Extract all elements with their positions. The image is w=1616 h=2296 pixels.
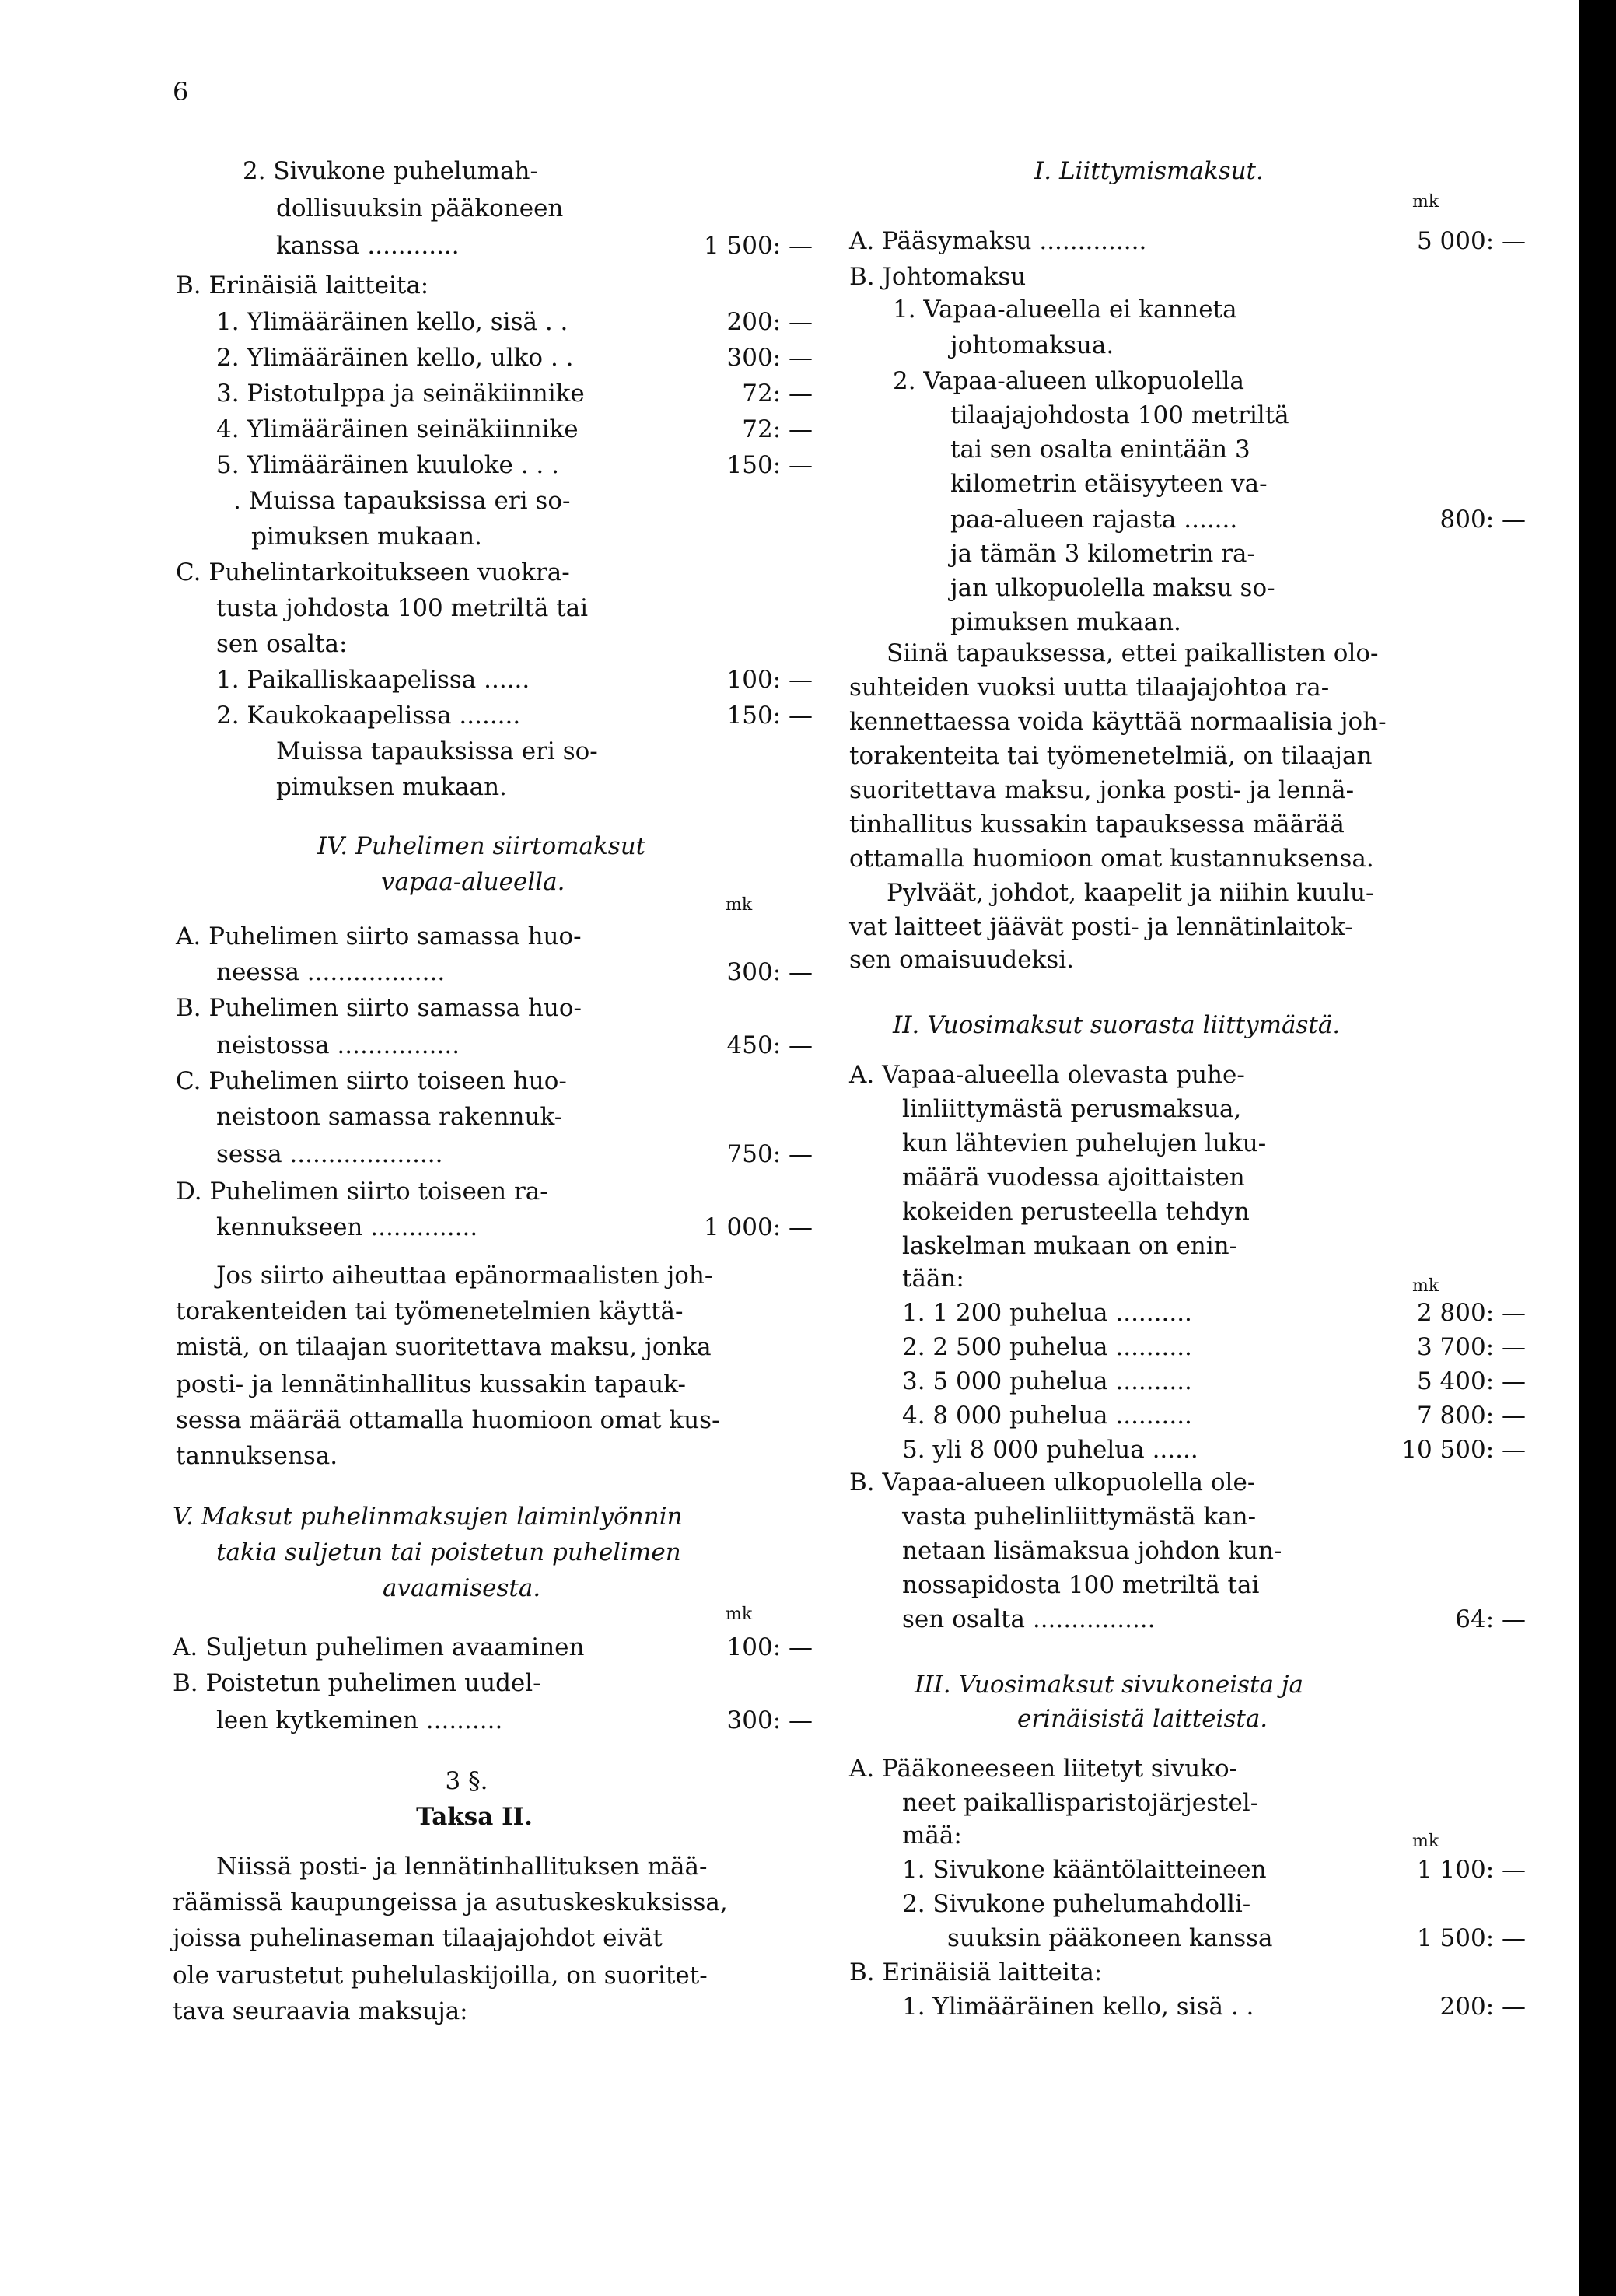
text-line: mää: — [902, 1822, 962, 1850]
price-value: 72: — — [742, 380, 813, 408]
text-line: B. Puhelimen siirto samassa huo- — [176, 994, 582, 1022]
text-line: ja tämän 3 kilometrin ra- — [950, 540, 1255, 568]
paragraph-line: vat laitteet jäävät posti- ja lennätinlaitok- — [849, 913, 1353, 941]
paragraph-line: räämissä kaupungeissa ja asutuskeskuksissa, — [173, 1888, 728, 1916]
paragraph-line: sessa määrää ottamalla huomioon omat kus- — [176, 1406, 720, 1434]
price-value: 72: — — [742, 415, 813, 443]
text-line: tusta johdosta 100 metriltä tai — [216, 594, 589, 622]
text-line: kun lähtevien puhelujen luku- — [902, 1129, 1267, 1157]
section-heading: vapaa-alueella. — [381, 868, 565, 896]
paragraph-line: suhteiden vuoksi uutta tilaajajohtoa ra- — [849, 674, 1330, 702]
price-value: 200: — — [1439, 1993, 1526, 2021]
text-line: kilometrin etäisyyteen va- — [950, 470, 1268, 498]
section-heading: avaamisesta. — [383, 1574, 541, 1602]
text-line: 1. Vapaa-alueella ei kanneta — [893, 296, 1237, 324]
price-value: 200: — — [726, 308, 813, 336]
text-line: pimuksen mukaan. — [251, 523, 482, 551]
text-line: kanssa ............ — [276, 232, 460, 260]
text-line: neet paikallisparistojärjestel- — [902, 1789, 1259, 1817]
text-line: kennukseen .............. — [216, 1213, 478, 1241]
section-heading: II. Vuosimaksut suorasta liittymästä. — [893, 1011, 1341, 1039]
paragraph-line: kennettaessa voida käyttää normaalisia joh- — [849, 708, 1387, 736]
paragraph-line: Pylväät, johdot, kaapelit ja niihin kuulu- — [887, 879, 1374, 907]
price-value: 1 500: — — [1416, 1924, 1526, 1952]
price-value: 5 000: — — [1416, 227, 1526, 255]
paragraph-line: ole varustetut puhelulaskijoilla, on suoritet- — [173, 1962, 708, 1990]
text-line: vasta puhelinliittymästä kan- — [902, 1503, 1257, 1531]
text-line: linliittymästä perusmaksua, — [902, 1095, 1242, 1123]
text-line: neistoon samassa rakennuk- — [216, 1103, 563, 1131]
price-value: 300: — — [726, 1706, 813, 1734]
paragraph-line: Siinä tapauksessa, ettei paikallisten olo- — [887, 639, 1379, 667]
text-line: B. Vapaa-alueen ulkopuolella ole- — [849, 1468, 1256, 1496]
text-line: C. Puhelimen siirto toiseen huo- — [176, 1067, 567, 1095]
paragraph-line: tinhallitus kussakin tapauksessa määrää — [849, 810, 1345, 838]
section-heading: V. Maksut puhelinmaksujen laiminlyönnin — [173, 1503, 683, 1531]
text-line: tilaajajohdosta 100 metriltä — [950, 401, 1289, 429]
price-value: 100: — — [726, 666, 813, 694]
text-line: 3. 5 000 puhelua .......... — [902, 1367, 1192, 1395]
text-line: dollisuuksin pääkoneen — [276, 194, 564, 222]
price-value: 1 100: — — [1416, 1856, 1526, 1884]
price-value: 450: — — [726, 1031, 813, 1059]
text-line: A. Suljetun puhelimen avaaminen — [173, 1633, 585, 1661]
price-value: 10 500: — — [1401, 1436, 1526, 1464]
section-heading: erinäisistä laitteista. — [1017, 1705, 1268, 1733]
price-value: 750: — — [726, 1140, 813, 1168]
paragraph-line: tava seuraavia maksuja: — [173, 1997, 468, 2025]
unit-label: mk — [1412, 1832, 1439, 1851]
paragraph-line: Niissä posti- ja lennätinhallituksen mää- — [216, 1853, 708, 1881]
unit-label: mk — [726, 895, 753, 915]
price-value: 3 700: — — [1416, 1333, 1526, 1361]
price-value: 300: — — [726, 344, 813, 372]
text-line: A. Pääsymaksu .............. — [849, 227, 1147, 255]
paragraph-line: Jos siirto aiheuttaa epänormaalisten joh- — [216, 1262, 713, 1290]
unit-label: mk — [726, 1605, 753, 1624]
section-heading: IV. Puhelimen siirtomaksut — [317, 832, 646, 860]
price-value: 300: — — [726, 958, 813, 986]
text-line: sen osalta: — [216, 630, 348, 658]
price-value: 5 400: — — [1416, 1367, 1526, 1395]
page-number: 6 — [173, 77, 189, 107]
text-line: 1. Sivukone kääntölaitteineen — [902, 1856, 1267, 1884]
text-line: neistossa ................ — [216, 1031, 460, 1059]
price-value: 64: — — [1455, 1605, 1526, 1633]
text-line: 2. Sivukone puhelumah- — [243, 157, 538, 185]
paragraph-line: mistä, on tilaajan suoritettava maksu, jonka — [176, 1333, 712, 1361]
text-line: 2. Kaukokaapelissa ........ — [216, 702, 521, 730]
text-line: pimuksen mukaan. — [276, 773, 507, 801]
text-line: 5. Ylimääräinen kuuloke . . . — [216, 451, 559, 479]
text-line: A. Pääkoneeseen liitetyt sivuko- — [849, 1755, 1238, 1783]
text-line: 4. Ylimääräinen seinäkiinnike — [216, 415, 579, 443]
text-line: 1. 1 200 puhelua .......... — [902, 1299, 1192, 1327]
unit-label: mk — [1412, 1276, 1439, 1296]
text-line: pimuksen mukaan. — [950, 608, 1181, 636]
text-line: 2. Ylimääräinen kello, ulko . . — [216, 344, 574, 372]
unit-label: mk — [1412, 192, 1439, 212]
paragraph-line: suoritettava maksu, jonka posti- ja lennä- — [849, 776, 1355, 804]
scan-border — [1579, 0, 1616, 2296]
text-line: laskelman mukaan on enin- — [902, 1232, 1238, 1260]
text-line: 3. Pistotulppa ja seinäkiinnike — [216, 380, 585, 408]
text-line: jan ulkopuolella maksu so- — [950, 574, 1275, 602]
text-line: A. Vapaa-alueella olevasta puhe- — [849, 1061, 1245, 1089]
paragraph-line: posti- ja lennätinhallitus kussakin tapauk- — [176, 1370, 686, 1398]
text-line: netaan lisämaksua johdon kun- — [902, 1537, 1282, 1565]
text-line: tään: — [902, 1265, 964, 1293]
price-value: 7 800: — — [1416, 1402, 1526, 1430]
price-value: 1 500: — — [703, 232, 813, 260]
text-line: sen osalta ................ — [902, 1605, 1156, 1633]
paragraph-line: torakenteita tai työmenetelmiä, on tilaajan — [849, 742, 1373, 770]
text-line: paa-alueen rajasta ....... — [950, 506, 1238, 534]
section-number: 3 §. — [445, 1767, 488, 1795]
text-line: tai sen osalta enintään 3 — [950, 436, 1250, 464]
text-line: määrä vuodessa ajoittaisten — [902, 1164, 1245, 1192]
text-line: 4. 8 000 puhelua .......... — [902, 1402, 1192, 1430]
paragraph-line: torakenteiden tai työmenetelmien käyttä- — [176, 1297, 684, 1325]
text-line: B. Johtomaksu — [849, 263, 1027, 291]
price-value: 800: — — [1439, 506, 1526, 534]
text-line: B. Erinäisiä laitteita: — [849, 1958, 1103, 1986]
text-line: 1. Ylimääräinen kello, sisä . . — [902, 1993, 1254, 2021]
text-line: A. Puhelimen siirto samassa huo- — [176, 922, 582, 950]
section-heading: takia suljetun tai poistetun puhelimen — [216, 1538, 681, 1566]
price-value: 150: — — [726, 451, 813, 479]
text-line: C. Puhelintarkoitukseen vuokra- — [176, 558, 570, 586]
section-title: Taksa II. — [416, 1803, 533, 1831]
price-value: 150: — — [726, 702, 813, 730]
text-line: nossapidosta 100 metriltä tai — [902, 1571, 1260, 1599]
paragraph-line: sen omaisuudeksi. — [849, 946, 1075, 974]
text-line: 5. yli 8 000 puhelua ...... — [902, 1436, 1198, 1464]
paragraph-line: ottamalla huomioon omat kustannuksensa. — [849, 845, 1374, 873]
price-value: 1 000: — — [703, 1213, 813, 1241]
price-value: 2 800: — — [1416, 1299, 1526, 1327]
text-line: neessa .................. — [216, 958, 446, 986]
section-label: B. Erinäisiä laitteita: — [176, 271, 429, 299]
text-line: 2. Vapaa-alueen ulkopuolella — [893, 367, 1244, 395]
price-value: 100: — — [726, 1633, 813, 1661]
text-line: 2. Sivukone puhelumahdolli- — [902, 1890, 1251, 1918]
section-heading: I. Liittymismaksut. — [1034, 157, 1264, 185]
text-line: 1. Paikalliskaapelissa ...... — [216, 666, 530, 694]
text-line: suuksin pääkoneen kanssa — [947, 1924, 1273, 1952]
text-line: 2. 2 500 puhelua .......... — [902, 1333, 1192, 1361]
text-line: B. Poistetun puhelimen uudel- — [173, 1669, 541, 1697]
text-line: . Muissa tapauksissa eri so- — [233, 487, 571, 515]
text-line: 1. Ylimääräinen kello, sisä . . — [216, 308, 568, 336]
text-line: leen kytkeminen .......... — [216, 1706, 503, 1734]
text-line: D. Puhelimen siirto toiseen ra- — [176, 1178, 548, 1206]
paragraph-line: joissa puhelinaseman tilaajajohdot eivät — [173, 1924, 663, 1952]
section-heading: III. Vuosimaksut sivukoneista ja — [915, 1671, 1303, 1699]
text-line: sessa .................... — [216, 1140, 443, 1168]
paragraph-line: tannuksensa. — [176, 1442, 338, 1470]
text-line: kokeiden perusteella tehdyn — [902, 1198, 1250, 1226]
text-line: Muissa tapauksissa eri so- — [276, 737, 598, 765]
text-line: johtomaksua. — [950, 331, 1114, 359]
